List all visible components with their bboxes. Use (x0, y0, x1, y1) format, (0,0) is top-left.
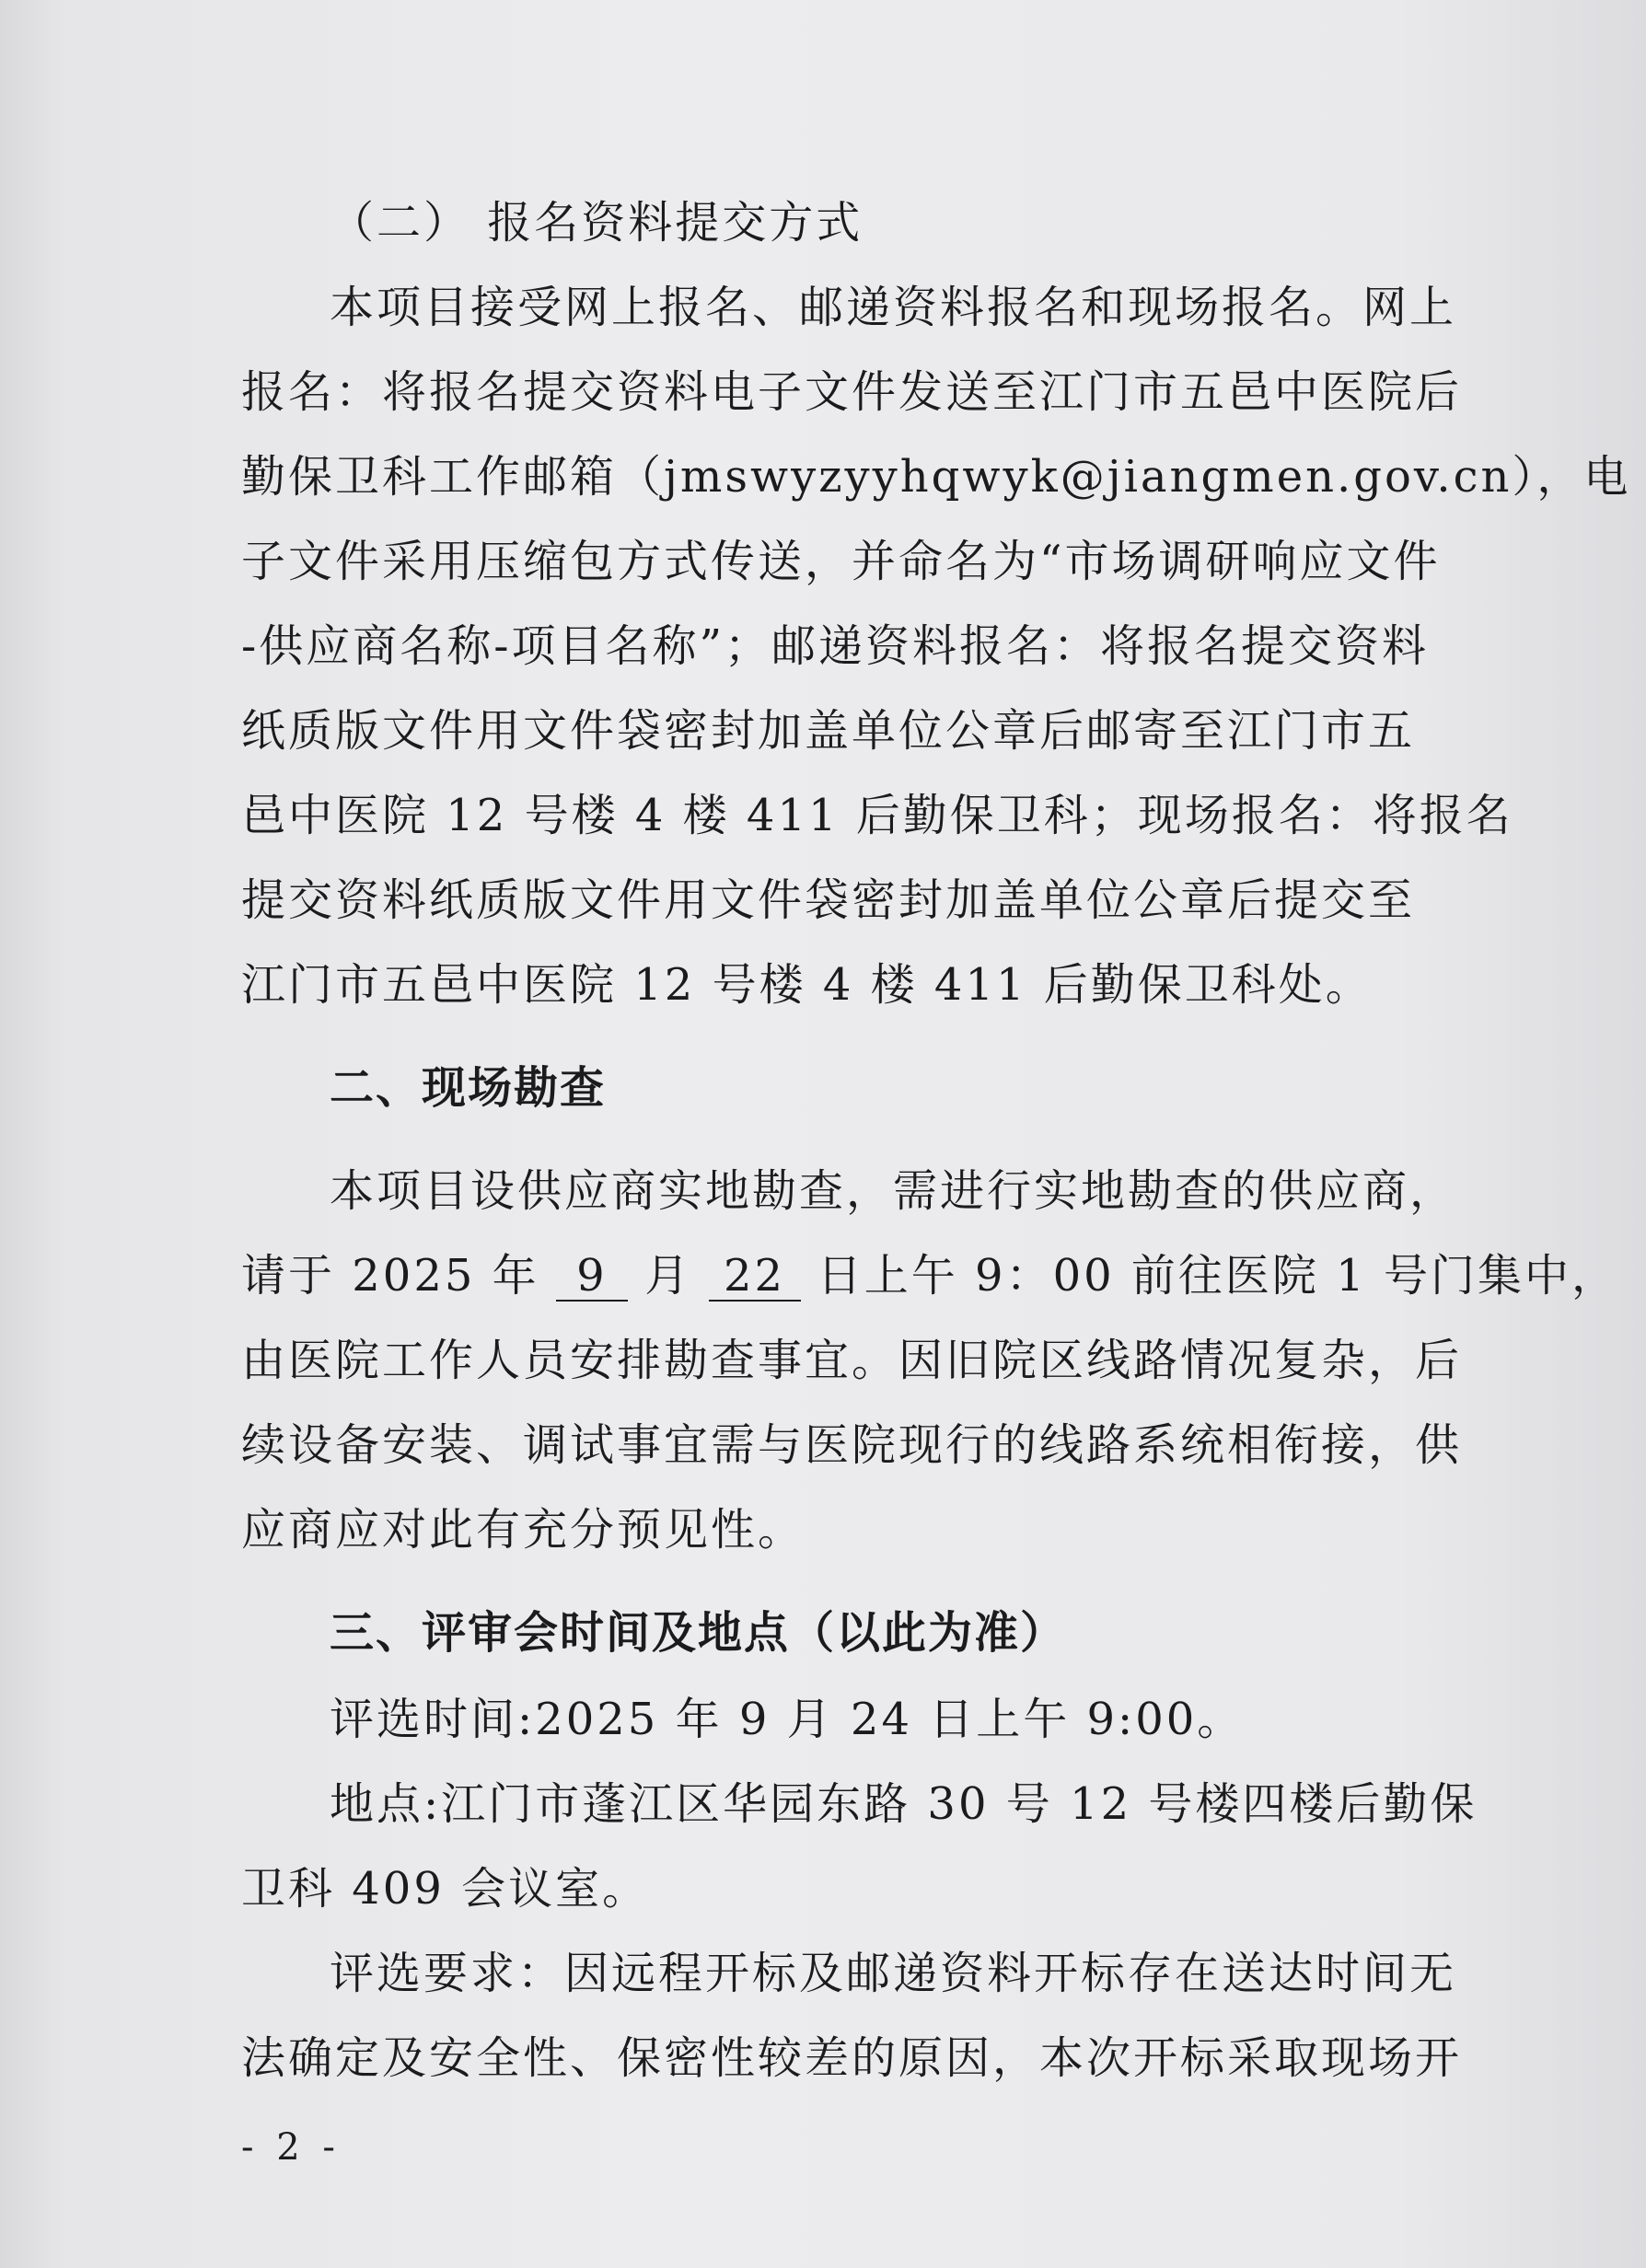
paragraph-line: 应商应对此有充分预见性。 (241, 1504, 806, 1556)
paragraph-line: 提交资料纸质版文件用文件袋密封加盖单位公章后提交至 (241, 874, 1416, 926)
requirement-line: 评选要求：因远程开标及邮递资料开标存在送达时间无 (330, 1948, 1457, 1999)
paragraph-line: 本项目设供应商实地勘查，需进行实地勘查的供应商， (330, 1165, 1457, 1217)
location-line: 卫科 409 会议室。 (241, 1863, 650, 1915)
paragraph-line: 纸质版文件用文件袋密封加盖单位公章后邮寄至江门市五 (241, 705, 1416, 757)
paragraph-line: 报名：将报名提交资料电子文件发送至江门市五邑中医院后 (241, 366, 1463, 418)
survey-month: 9 (556, 1252, 628, 1302)
subsection-title: （二） 报名资料提交方式 (330, 197, 864, 249)
date-suffix: 日上午 9：00 前往医院 1 号门集中， (817, 1250, 1618, 1302)
paragraph-line: 子文件采用压缩包方式传送，并命名为“市场调研响应文件 (241, 536, 1441, 587)
requirement-line: 法确定及安全性、保密性较差的原因，本次开标采取现场开 (241, 2032, 1463, 2084)
location-line: 地点:江门市蓬江区华园东路 30 号 12 号楼四楼后勤保 (330, 1778, 1478, 1830)
paragraph-line: 本项目接受网上报名、邮递资料报名和现场报名。网上 (330, 282, 1457, 333)
page-number: - 2 - (241, 2126, 341, 2169)
paragraph-line: 由医院工作人员安排勘查事宜。因旧院区线路情况复杂，后 (241, 1335, 1463, 1386)
paragraph-line-survey-date (241, 1246, 1618, 1305)
month-label: 月 (644, 1250, 692, 1302)
paragraph-line: -供应商名称-项目名称”；邮递资料报名：将报名提交资料 (241, 620, 1429, 672)
section-heading-site-survey: 二、现场勘查 (330, 1062, 607, 1114)
paragraph-line: 邑中医院 12 号楼 4 楼 411 后勤保卫科；现场报名：将报名 (241, 790, 1513, 841)
section-heading-review-meeting: 三、评审会时间及地点（以此为准） (330, 1607, 1067, 1659)
paragraph-line: 勤保卫科工作邮箱（jmswyzyyhqwyk@jiangmen.gov.cn），电 (241, 451, 1631, 503)
paragraph-line: 江门市五邑中医院 12 号楼 4 楼 411 后勤保卫科处。 (241, 959, 1373, 1011)
paragraph-line: 续设备安装、调试事宜需与医院现行的线路系统相衔接，供 (241, 1419, 1463, 1471)
survey-day: 22 (709, 1252, 801, 1302)
evaluation-time: 评选时间:2025 年 9 月 24 日上午 9:00。 (330, 1694, 1245, 1745)
date-prefix: 请于 2025 年 (241, 1250, 539, 1302)
